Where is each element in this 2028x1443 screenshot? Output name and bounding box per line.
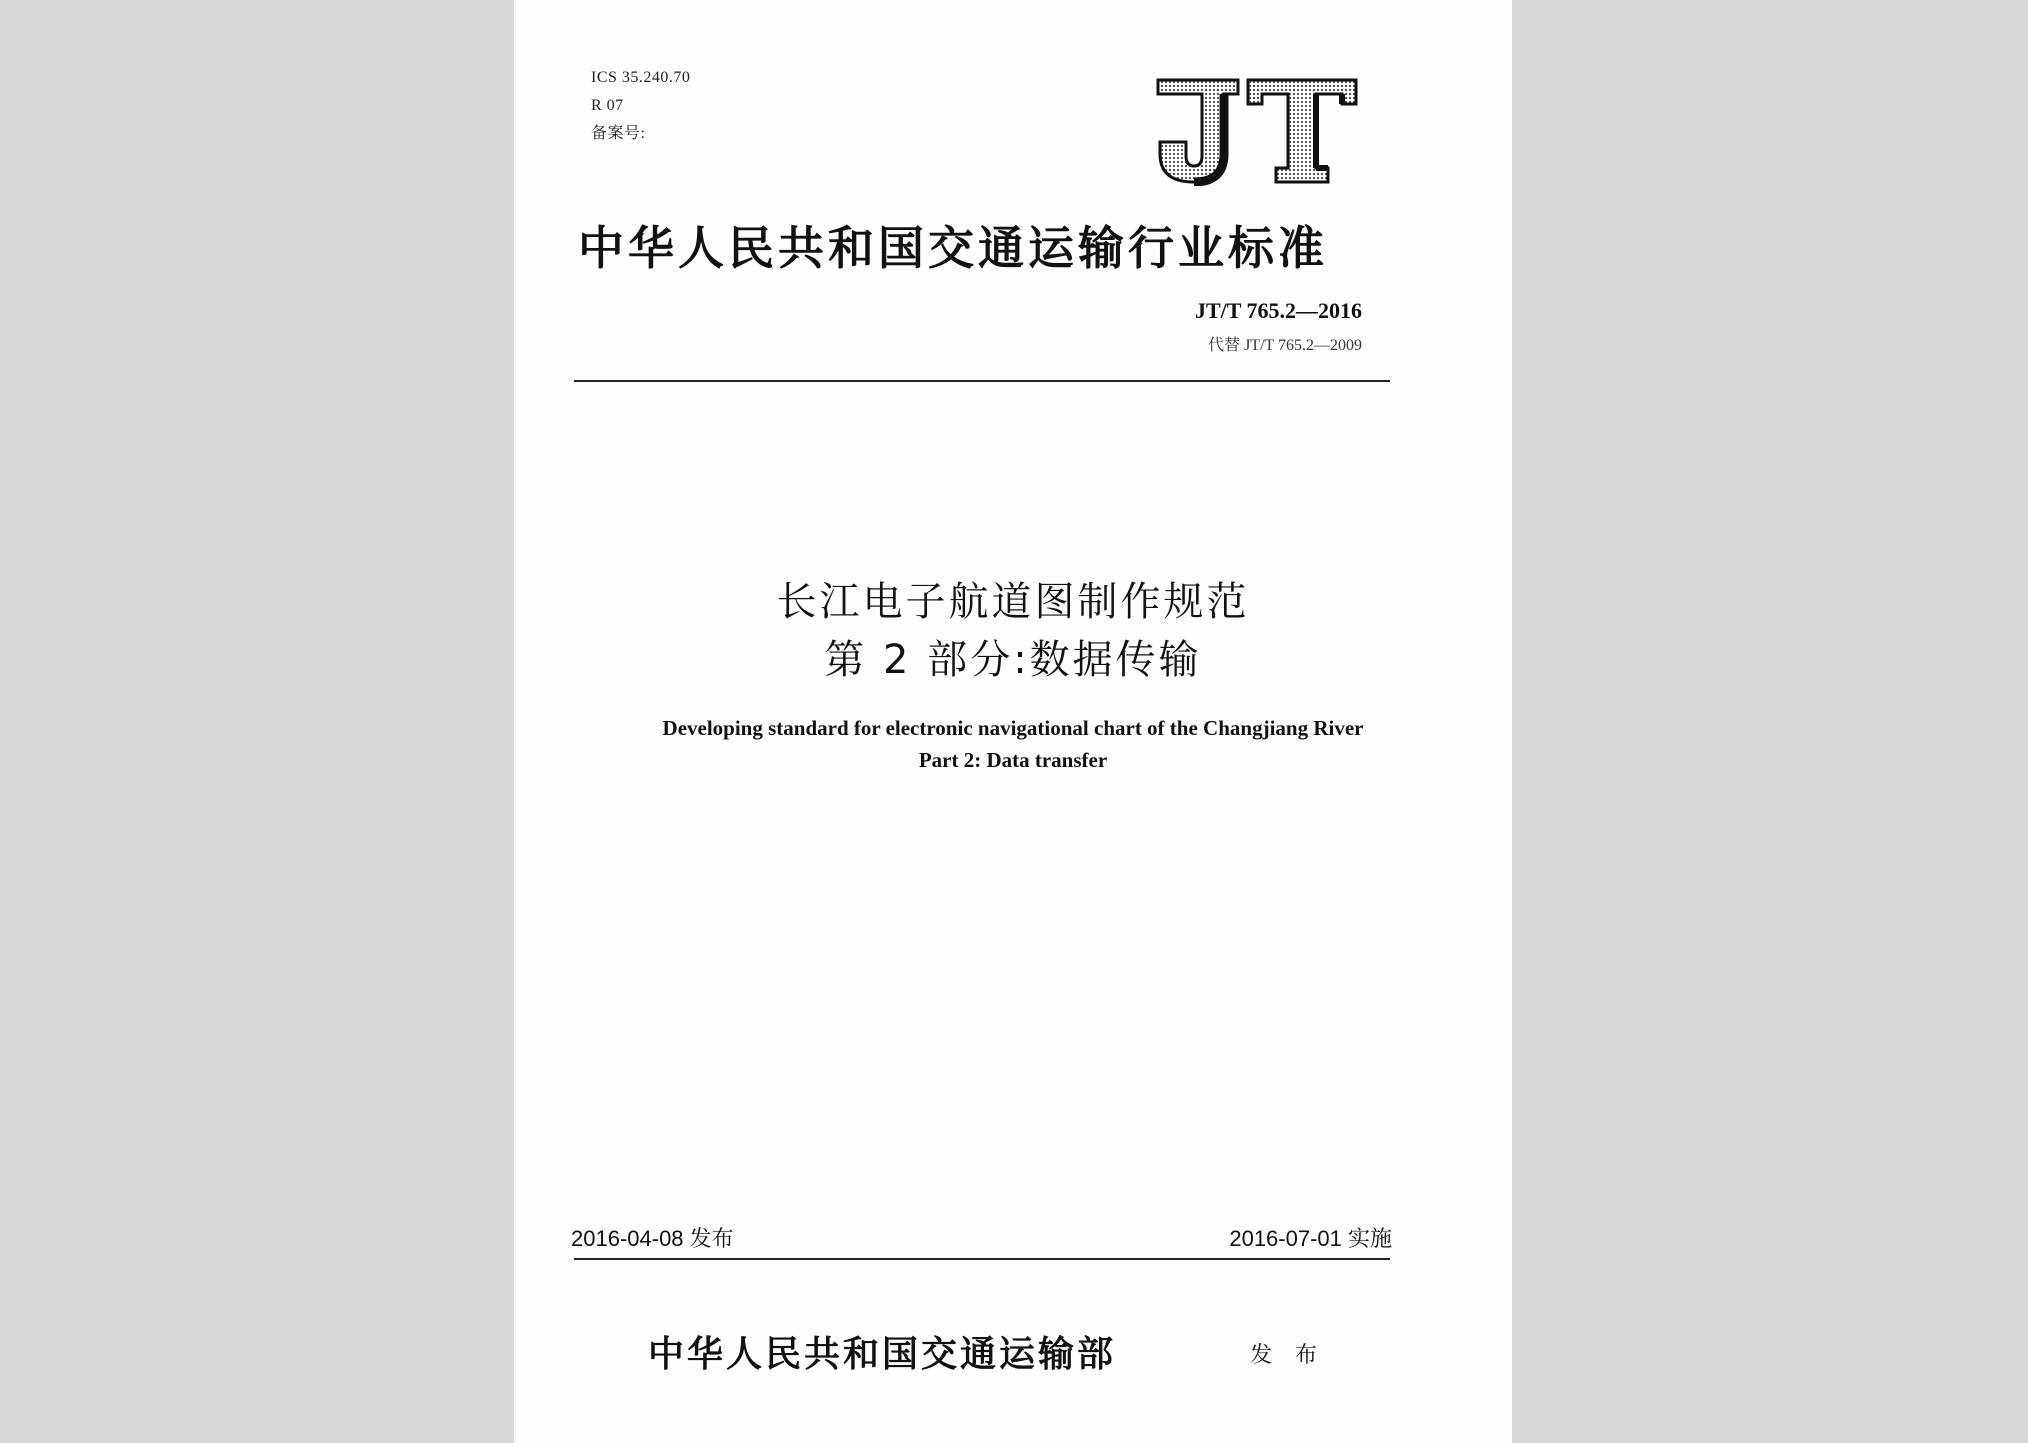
ics-code: ICS 35.240.70 — [591, 69, 691, 86]
chinese-title-line-1: 长江电子航道图制作规范 — [776, 579, 1250, 625]
document-page — [514, 0, 1512, 1443]
chinese-title-line-2: 第 2 部分:数据传输 — [824, 637, 1202, 683]
jt-logo — [1152, 76, 1362, 186]
standard-number: JT/T 765.2—2016 — [1194, 298, 1362, 323]
effective-date: 2016-07-01 实施 — [1229, 1226, 1392, 1251]
category-code: R 07 — [591, 97, 624, 114]
english-title-line-1: Developing standard for electronic navigational chart of the Changjiang River — [662, 716, 1364, 740]
publish-label: 发 布 — [1250, 1343, 1325, 1368]
replaces-standard: 代替 JT/T 765.2—2009 — [1208, 337, 1362, 354]
header-divider — [574, 380, 1390, 382]
footer-divider — [574, 1258, 1390, 1260]
publisher-name: 中华人民共和国交通运输部 — [648, 1333, 1117, 1375]
industry-standard-title: 中华人民共和国交通运输行业标准 — [578, 221, 1328, 275]
issue-date: 2016-04-08 发布 — [571, 1226, 734, 1251]
filing-number: 备案号: — [591, 125, 646, 142]
english-title-line-2: Part 2: Data transfer — [918, 748, 1108, 772]
